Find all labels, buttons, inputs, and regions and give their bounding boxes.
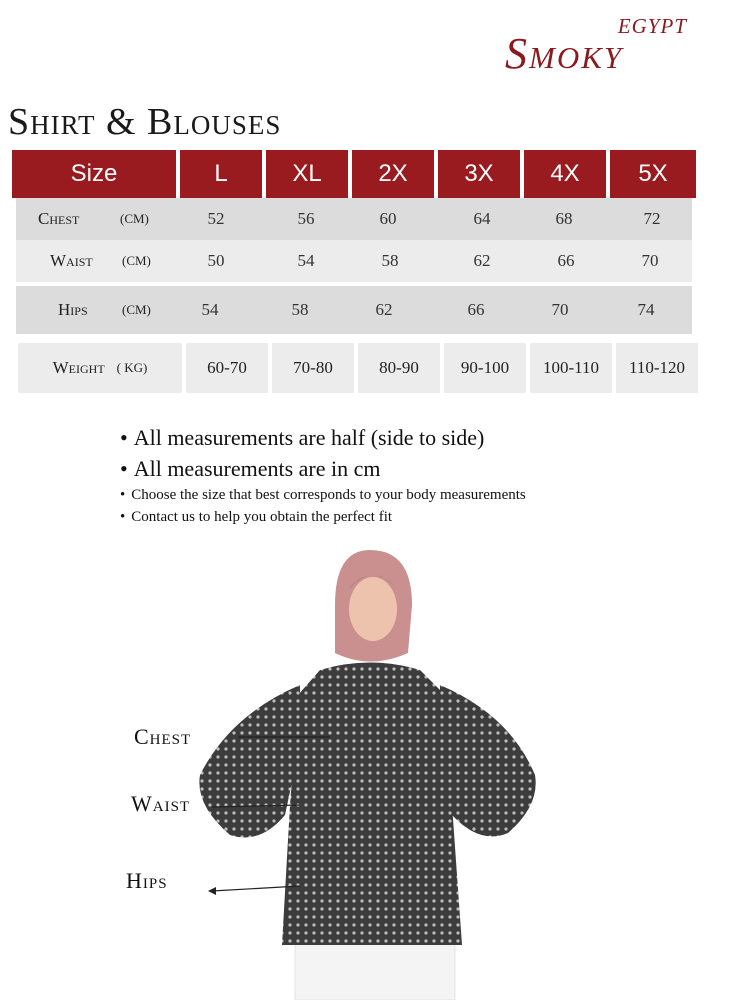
note-text: Choose the size that best corresponds to your body measurements xyxy=(131,487,526,503)
table-cell: 80-90 xyxy=(358,343,440,393)
hips-pointer-line xyxy=(212,886,300,891)
table-row-waist xyxy=(16,240,692,282)
note-text: All measurements are in cm xyxy=(133,456,381,481)
table-cell: 60-70 xyxy=(186,343,268,393)
row-label: Weight xyxy=(52,358,105,377)
size-header-cell: 5X xyxy=(610,150,696,198)
table-cell: 68 xyxy=(555,209,573,228)
note-item: • Contact us to help you obtain the perfect fit xyxy=(120,509,393,525)
size-header-row xyxy=(12,150,698,198)
table-cell: 54 xyxy=(201,300,219,319)
table-cell: 70-80 xyxy=(272,343,354,393)
note-item: • Choose the size that best corresponds to your body measurements xyxy=(120,487,526,503)
right-sleeve-shape xyxy=(440,685,536,836)
brand-name: Smoky xyxy=(505,29,624,78)
row-label: Chest xyxy=(38,209,80,228)
row-unit: ( KG) xyxy=(116,360,148,375)
size-header-cell: 4X xyxy=(524,150,606,198)
size-header-cell: 3X xyxy=(438,150,520,198)
table-cell: 66 xyxy=(557,251,575,270)
table-cell: 62 xyxy=(375,300,393,319)
table-cell: 66 xyxy=(467,300,485,319)
size-header-label: Size xyxy=(12,150,176,198)
row-unit: (CM) xyxy=(122,253,151,268)
table-cell: 52 xyxy=(207,209,225,228)
note-item: • All measurements are half (side to side) xyxy=(120,425,485,450)
row-unit: (CM) xyxy=(120,211,149,226)
table-cell: 54 xyxy=(297,251,315,270)
table-row-weight xyxy=(18,343,700,393)
table-cell: 64 xyxy=(473,209,491,228)
note-item: • All measurements are in cm xyxy=(120,456,381,481)
table-row-chest xyxy=(16,198,692,240)
table-cell: 70 xyxy=(641,251,659,270)
row-label: Hips xyxy=(58,300,88,319)
note-text: All measurements are half (side to side) xyxy=(133,425,485,450)
chest-label: Chest xyxy=(134,724,192,749)
hips-pointer-arrowhead xyxy=(208,887,216,895)
waist-label: Waist xyxy=(131,791,191,816)
table-cell: 74 xyxy=(637,300,655,319)
table-cell: 110-120 xyxy=(616,343,698,393)
weight-label-cell xyxy=(18,343,182,393)
measurement-notes xyxy=(120,422,720,528)
table-cell: 70 xyxy=(551,300,569,319)
size-header-cell: L xyxy=(180,150,262,198)
row-unit: (CM) xyxy=(122,302,151,317)
table-cell: 100-110 xyxy=(530,343,612,393)
table-cell: 56 xyxy=(297,209,315,228)
note-text: Contact us to help you obtain the perfect fit xyxy=(131,509,393,525)
table-cell: 72 xyxy=(643,209,661,228)
size-header-cell: 2X xyxy=(352,150,434,198)
page-title: Shirt & Blouses xyxy=(8,101,282,143)
trousers-shape xyxy=(295,940,455,1000)
table-cell: 60 xyxy=(379,209,397,228)
size-header-cell: XL xyxy=(266,150,348,198)
brand-country: EGYPT xyxy=(617,14,687,38)
table-cell: 58 xyxy=(291,300,309,319)
table-cell: 58 xyxy=(381,251,399,270)
waist-pointer-line xyxy=(212,805,300,807)
hips-label: Hips xyxy=(126,868,168,893)
brand-logo xyxy=(505,12,715,82)
table-row-hips xyxy=(16,286,692,334)
table-cell: 62 xyxy=(473,251,491,270)
table-cell: 50 xyxy=(207,251,225,270)
face-shape xyxy=(349,577,397,641)
table-cell: 90-100 xyxy=(444,343,526,393)
row-label: Waist xyxy=(50,251,93,270)
